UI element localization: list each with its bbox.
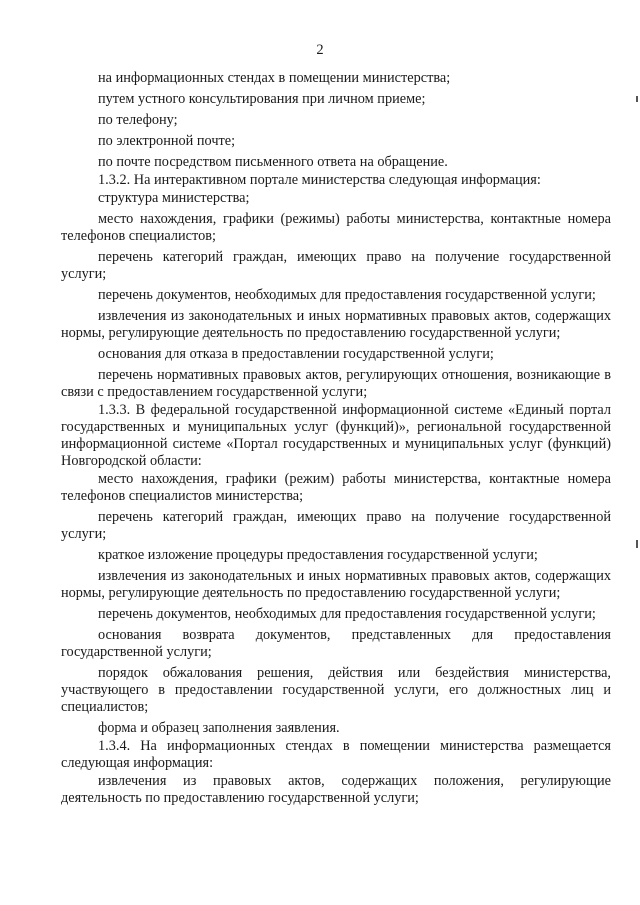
paragraph: перечень документов, необходимых для предоставления государственной услуги; [98, 287, 596, 303]
paragraph: извлечения из законодательных и иных нормативных правовых актов, содержащих нормы, регулирующие деятельность по предоставлению государственной услуги; [61, 568, 611, 601]
paragraph: форма и образец заполнения заявления. [98, 720, 340, 736]
scan-mark [636, 96, 638, 102]
paragraph: извлечения из законодательных и иных нормативных правовых актов, содержащих нормы, регулирующие деятельность по предоставлению государственной услуги; [61, 308, 611, 341]
paragraph: путем устного консультирования при личном приеме; [98, 91, 426, 107]
paragraph: 1.3.3. В федеральной государственной информационной системе «Единый портал государственных и муниципальных услуг (функций)», региональной государственной информационной системе «Портал государственных и муниципальных услуг (функций) Новгородской области: [61, 402, 611, 469]
paragraph: место нахождения, графики (режим) работы министерства, контактные номера телефонов специалистов министерства; [61, 471, 611, 504]
paragraph: структура министерства; [98, 190, 250, 206]
paragraph: место нахождения, графики (режимы) работы министерства, контактные номера телефонов специалистов; [61, 211, 611, 244]
page-number: 2 [316, 42, 324, 58]
paragraph: на информационных стендах в помещении министерства; [98, 70, 451, 86]
paragraph: по телефону; [98, 112, 178, 128]
paragraph: извлечения из правовых актов, содержащих положения, регулирующие деятельность по предоставлению государственной услуги; [61, 773, 611, 806]
scan-mark [636, 540, 638, 548]
paragraph: 1.3.2. На интерактивном портале министерства следующая информация: [98, 172, 541, 188]
document-body [61, 70, 611, 811]
paragraph: основания возврата документов, представленных для предоставления государственной услуги; [61, 627, 611, 660]
paragraph: основания для отказа в предоставлении государственной услуги; [98, 346, 494, 362]
paragraph: 1.3.4. На информационных стендах в помещении министерства размещается следующая информация: [61, 738, 611, 771]
paragraph: перечень нормативных правовых актов, регулирующих отношения, возникающие в связи с предоставлением государственной услуги; [61, 367, 611, 400]
paragraph: по почте посредством письменного ответа на обращение. [98, 154, 448, 170]
paragraph: порядок обжалования решения, действия или бездействия министерства, участвующего в предоставлении государственной услуги, его должностных лиц и специалистов; [61, 665, 611, 715]
paragraph: перечень категорий граждан, имеющих право на получение государственной услуги; [61, 249, 611, 282]
paragraph: по электронной почте; [98, 133, 236, 149]
paragraph: перечень категорий граждан, имеющих право на получение государственной услуги; [61, 509, 611, 542]
paragraph: краткое изложение процедуры предоставления государственной услуги; [98, 547, 538, 563]
paragraph: перечень документов, необходимых для предоставления государственной услуги; [98, 606, 596, 622]
